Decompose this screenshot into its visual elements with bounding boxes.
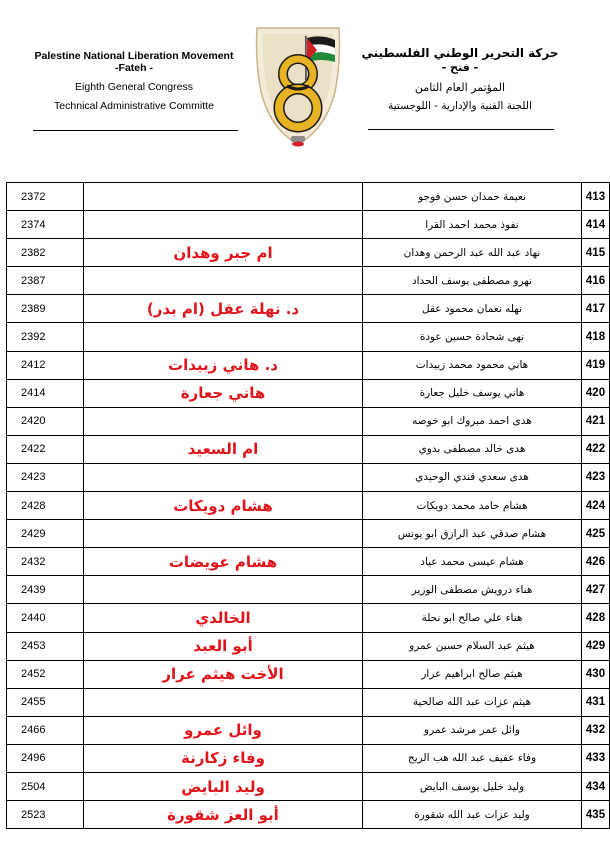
movement-short-ar: - فتح - bbox=[441, 61, 479, 74]
member-name-cell: نهرو مصطفى يوسف الحداد bbox=[363, 267, 582, 295]
member-code-cell: 2432 bbox=[7, 548, 84, 576]
member-name-cell: هاني يوسف خليل جعارة bbox=[363, 379, 582, 407]
member-nickname-cell: هاني جعارة bbox=[84, 379, 363, 407]
table-row bbox=[7, 688, 610, 716]
table-row bbox=[7, 744, 610, 772]
member-code-cell: 2389 bbox=[7, 295, 84, 323]
member-name-cell: نفوذ محمد احمد القرا bbox=[363, 211, 582, 239]
member-nickname-cell: أبو العز شقورة bbox=[84, 801, 363, 829]
member-nickname-cell: ام جبر وهدان bbox=[84, 239, 363, 267]
header-right-divider bbox=[368, 129, 554, 130]
member-name-cell: نهله نعمان محمود عقل bbox=[363, 295, 582, 323]
member-code-cell: 2374 bbox=[7, 211, 84, 239]
row-number-cell: 425 bbox=[582, 520, 610, 548]
member-code-cell: 2387 bbox=[7, 267, 84, 295]
row-number-cell: 420 bbox=[582, 379, 610, 407]
members-table-body bbox=[7, 183, 610, 829]
member-code-cell: 2429 bbox=[7, 520, 84, 548]
member-name-cell: نعيمة حمدان حسن فوجو bbox=[363, 183, 582, 211]
members-table bbox=[6, 182, 610, 829]
member-name-cell: هاني محمود محمد زبيدات bbox=[363, 351, 582, 379]
movement-name-en: Palestine National Liberation Movement bbox=[34, 50, 234, 62]
table-row bbox=[7, 183, 610, 211]
row-number-cell: 434 bbox=[582, 772, 610, 800]
table-row bbox=[7, 716, 610, 744]
member-nickname-cell: الخالدي bbox=[84, 604, 363, 632]
row-number-cell: 435 bbox=[582, 801, 610, 829]
member-name-cell: هدى احمد مبروك ابو خوصه bbox=[363, 407, 582, 435]
row-number-cell: 432 bbox=[582, 716, 610, 744]
table-row bbox=[7, 576, 610, 604]
row-number-cell: 422 bbox=[582, 435, 610, 463]
member-name-cell: نهاد عبد الله عبد الرحمن وهدان bbox=[363, 239, 582, 267]
member-nickname-cell bbox=[84, 463, 363, 491]
member-code-cell: 2372 bbox=[7, 183, 84, 211]
table-row bbox=[7, 632, 610, 660]
fateh-eighth-congress-emblem-icon bbox=[243, 22, 353, 150]
member-code-cell: 2455 bbox=[7, 688, 84, 716]
table-row bbox=[7, 351, 610, 379]
row-number-cell: 423 bbox=[582, 463, 610, 491]
member-nickname-cell: وفاء زكارنة bbox=[84, 744, 363, 772]
member-name-cell: هدى سعدي قندي الوحيدي bbox=[363, 463, 582, 491]
table-row bbox=[7, 379, 610, 407]
member-code-cell: 2452 bbox=[7, 660, 84, 688]
movement-short-en: -Fateh - bbox=[115, 62, 153, 74]
movement-name-ar: حركة التحرير الوطني الفلسطيني bbox=[361, 46, 559, 60]
committee-name-en: Technical Administrative Committe bbox=[54, 100, 214, 112]
row-number-cell: 413 bbox=[582, 183, 610, 211]
member-nickname-cell bbox=[84, 183, 363, 211]
member-code-cell: 2504 bbox=[7, 772, 84, 800]
member-code-cell: 2382 bbox=[7, 239, 84, 267]
member-nickname-cell bbox=[84, 576, 363, 604]
member-code-cell: 2440 bbox=[7, 604, 84, 632]
table-row bbox=[7, 267, 610, 295]
member-nickname-cell: أبو العبد bbox=[84, 632, 363, 660]
row-number-cell: 416 bbox=[582, 267, 610, 295]
table-row bbox=[7, 211, 610, 239]
member-code-cell: 2414 bbox=[7, 379, 84, 407]
congress-title-en: Eighth General Congress bbox=[75, 81, 193, 93]
row-number-cell: 419 bbox=[582, 351, 610, 379]
member-nickname-cell: د. هاني زبيدات bbox=[84, 351, 363, 379]
table-row bbox=[7, 492, 610, 520]
member-nickname-cell: وائل عمرو bbox=[84, 716, 363, 744]
table-row bbox=[7, 520, 610, 548]
member-name-cell: وفاء عفيف عبد الله هب الريح bbox=[363, 744, 582, 772]
row-number-cell: 414 bbox=[582, 211, 610, 239]
member-name-cell: هيثم صالح ابراهيم عرار bbox=[363, 660, 582, 688]
row-number-cell: 417 bbox=[582, 295, 610, 323]
member-code-cell: 2428 bbox=[7, 492, 84, 520]
member-code-cell: 2392 bbox=[7, 323, 84, 351]
header-left-divider bbox=[33, 130, 238, 131]
member-code-cell: 2453 bbox=[7, 632, 84, 660]
member-name-cell: هشام عيسى محمد عياد bbox=[363, 548, 582, 576]
member-nickname-cell: د. نهلة عقل (ام بدر) bbox=[84, 295, 363, 323]
member-nickname-cell: وليد البايض bbox=[84, 772, 363, 800]
committee-name-ar: اللجنة الفنية والإدارية - اللوجستية bbox=[388, 100, 532, 112]
table-row bbox=[7, 548, 610, 576]
member-name-cell: نهى شحادة حسين عودة bbox=[363, 323, 582, 351]
member-code-cell: 2423 bbox=[7, 463, 84, 491]
table-row bbox=[7, 660, 610, 688]
table-row bbox=[7, 323, 610, 351]
row-number-cell: 424 bbox=[582, 492, 610, 520]
member-name-cell: وليد عزات عبد الله شقورة bbox=[363, 801, 582, 829]
member-nickname-cell: الأخت هيثم عرار bbox=[84, 660, 363, 688]
member-nickname-cell: هشام عويضات bbox=[84, 548, 363, 576]
table-row bbox=[7, 463, 610, 491]
row-number-cell: 433 bbox=[582, 744, 610, 772]
member-code-cell: 2523 bbox=[7, 801, 84, 829]
row-number-cell: 427 bbox=[582, 576, 610, 604]
congress-title-ar: المؤتمر العام الثامن bbox=[414, 81, 506, 94]
member-name-cell: وليد خليل يوسف البايض bbox=[363, 772, 582, 800]
header-right-arabic bbox=[360, 45, 560, 114]
member-code-cell: 2412 bbox=[7, 351, 84, 379]
member-nickname-cell bbox=[84, 688, 363, 716]
member-nickname-cell bbox=[84, 211, 363, 239]
member-code-cell: 2422 bbox=[7, 435, 84, 463]
row-number-cell: 429 bbox=[582, 632, 610, 660]
row-number-cell: 415 bbox=[582, 239, 610, 267]
member-name-cell: هشام حامد محمد دويكات bbox=[363, 492, 582, 520]
table-row bbox=[7, 772, 610, 800]
table-row bbox=[7, 801, 610, 829]
member-code-cell: 2466 bbox=[7, 716, 84, 744]
member-code-cell: 2420 bbox=[7, 407, 84, 435]
table-row bbox=[7, 239, 610, 267]
member-name-cell: هيثم عبد السلام حسين عمرو bbox=[363, 632, 582, 660]
row-number-cell: 431 bbox=[582, 688, 610, 716]
member-name-cell: هناء درويش مصطفى الوزير bbox=[363, 576, 582, 604]
header-left-english bbox=[28, 50, 240, 113]
member-name-cell: هدى خالد مصطفى بدوي bbox=[363, 435, 582, 463]
table-row bbox=[7, 295, 610, 323]
row-number-cell: 421 bbox=[582, 407, 610, 435]
member-nickname-cell bbox=[84, 267, 363, 295]
table-row bbox=[7, 604, 610, 632]
member-nickname-cell: هشام دويكات bbox=[84, 492, 363, 520]
member-nickname-cell: ام السعيد bbox=[84, 435, 363, 463]
row-number-cell: 418 bbox=[582, 323, 610, 351]
table-row bbox=[7, 435, 610, 463]
member-code-cell: 2439 bbox=[7, 576, 84, 604]
row-number-cell: 430 bbox=[582, 660, 610, 688]
member-name-cell: وائل عمر مرشد عمرو bbox=[363, 716, 582, 744]
member-code-cell: 2496 bbox=[7, 744, 84, 772]
row-number-cell: 428 bbox=[582, 604, 610, 632]
table-row bbox=[7, 407, 610, 435]
member-nickname-cell bbox=[84, 520, 363, 548]
member-name-cell: هشام صدقي عبد الرازق ابو يونس bbox=[363, 520, 582, 548]
member-name-cell: هيثم عزات عبد الله صالحية bbox=[363, 688, 582, 716]
row-number-cell: 426 bbox=[582, 548, 610, 576]
member-nickname-cell bbox=[84, 407, 363, 435]
member-name-cell: هناء علي صالح ابو نحلة bbox=[363, 604, 582, 632]
member-nickname-cell bbox=[84, 323, 363, 351]
